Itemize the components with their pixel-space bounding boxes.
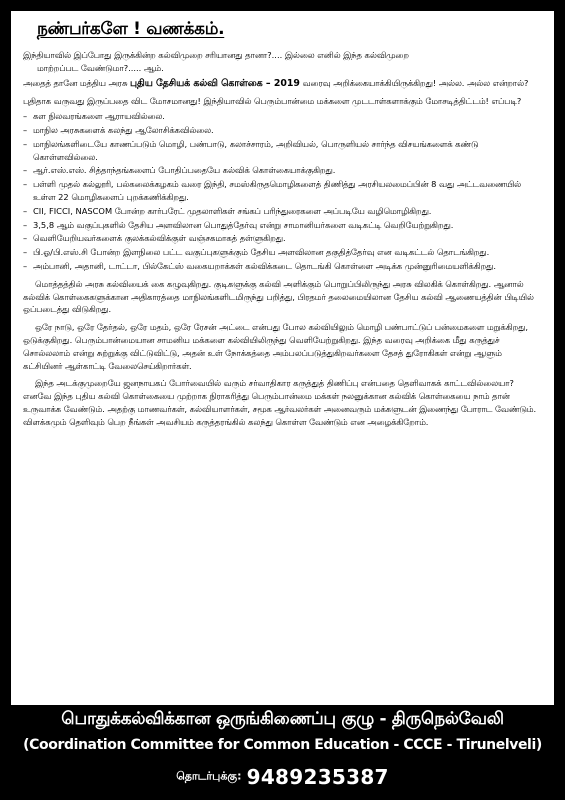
- greeting-heading: நண்பர்களே ! வணக்கம்.: [37, 19, 225, 39]
- list-item: – பி.ஓ/பி.எஸ்.சி போன்ற இளநிலை பட்ட வகுப்புகளுக்கும் தேசிய அளவிலான தகுதித்தேர்வு என வடிகட்டல் தொடங்கிறது.: [23, 247, 490, 258]
- policy-text-after: வரைவு அறிக்கையாக்கியிருக்கிறது! அல்ல. அல்ல என்றால்?: [299, 77, 529, 88]
- list-item: – ஆர்.எஸ்.எஸ். சித்தாந்தங்களைப் போதிப்பதையே கல்விக் கொள்கையாக்குகிறது.: [23, 165, 336, 176]
- list-item: – மாநிலங்களிடையே காணப்படும் மொழி, பண்பாடு, கலாச்சாரம், அறிவியல், பொருளியல் சார்ந்த விசயங்களைக் கண்டு கொள்ளவில்லை.: [23, 138, 479, 162]
- issues-list: [23, 110, 542, 273]
- list-item: – மாநில அரசுகளைக் கலந்து ஆலோசிக்கவில்லை.: [23, 124, 214, 135]
- policy-text-before: அதைத் தானே மத்திய அரசு: [23, 77, 131, 88]
- call-to-action-paragraph: இந்த அடக்குமுறையே ஜனநாயகப் போர்வையில் வரும் சர்வாதிகார கருத்துத் திணிப்பு என்பதை தெளிவாகக் காட்டவில்லையா? எனவே இந்த புதிய கல்வி கொள்கையை முற்றாக நிராகரித்து பெரும்பான்மை மக்கள் நலனுக்கான கல்விக் கொள்கையை நாம் தான் உருவாக்க வேண்டும். அதற்கு மாணவர்கள், கல்வியாளர்கள், சமூக ஆர்வலர்கள் அனைவரும் மக்களுடன் இணைந்து போராட வேண்டும். விளக்கமும் தெளிவும் பெற நீங்கள் அவசியம் கருத்தரங்கில் கலந்து கொள்ள வேண்டும் என அழைக்கிறோம்.: [23, 378, 537, 427]
- question-line-1: இந்தியாவில் இப்போது இருக்கின்ற கல்விமுறை சரியானது தானா?.... இல்லை எனில் இந்த கல்விமுறை: [23, 50, 409, 60]
- list-item: – CII, FICCI, NASCOM போன்ற கார்பரேட் முதலாளிகள் சங்கப் பரிந்துரைகளை அப்படியே வழிமொழிகிறது.: [23, 205, 432, 216]
- fraud-paragraph: புதிதாக வருவது இருப்பதை விட மோசமானது! இந்தியாவில் பெரும்பான்மை மக்களை முடடாள்களாக்கும் மோசடித்திட்டம்! எப்படி?: [23, 96, 522, 107]
- contact-line: [0, 765, 565, 789]
- list-item: – 3,5,8 ஆம் வகுப்புகளில் தேசிய அளவிலான பொதுத்தேர்வு என்று சாமானியர்களை வடிகட்டி வெறியேற்றுகிறது.: [23, 219, 454, 230]
- list-item: – வெளியேறியவர்களைக் குலக்கல்விக்குள் வஞ்சகமாகத் தள்ளுகிறது.: [23, 233, 286, 244]
- poster-body: [11, 11, 554, 705]
- list-item: – கள நிலவரங்களை ஆராயவில்லை.: [23, 111, 165, 122]
- contact-phone-number: 9489235387: [246, 765, 389, 789]
- oppression-paragraph: ஒரே நாடு, ஒரே தேர்தல், ஒரே மதம், ஒரே ரேசன் அட்டை என்பது போல கல்வியிலும் மொழி பண்பாட்டுப் பன்மைகளை மறுக்கிறது, ஒடுக்குகிறது. பெரும்பான்மையான சாமனிய மக்களை கல்வியிலிருந்து வெளியேற்றுகிறது. இந்த வரைவு அறிக்கை மீது கருத்துச் சொல்லலாம் என்று சுற்றுக்கு விட்டுவிட்டு, அதன் உள் நோக்கத்தை அம்பலப்படுத்துகிறவர்களை தேசத் துரோகிகள் என்று ஆளும் கட்சியினர் ஆள்காட்டி வேலைசெய்கிறார்கள்.: [23, 322, 529, 371]
- contact-label: தொடர்புக்கு:: [176, 769, 242, 783]
- organization-name-tamil: பொதுக்கல்விக்கான ஒருங்கிணைப்பு குழு - திருநெல்வேலி: [61, 709, 504, 729]
- organization-name-english: (Coordination Committee for Common Education - CCCE - Tirunelveli): [23, 737, 542, 753]
- policy-paragraph: [23, 77, 542, 91]
- question-paragraph: [23, 49, 542, 75]
- policy-name: புதிய தேசியக் கல்வி கொள்கை – 2019: [130, 77, 300, 89]
- question-line-2: மாற்றப்பட வேண்டுமா?..... ஆம்.: [37, 62, 164, 73]
- list-item: – பள்ளி முதல் கல்லூரி, பல்கலைக்கழகம் வரை இந்தி, சமஸ்கிருதமொழிகளைத் திணித்து அரசியலமைப்பின் 8 வது அட்டவணையில் உள்ள 22 மொழிகளைப் புறக்கணிக்கிறது.: [23, 179, 522, 202]
- summary-paragraph: மொத்தத்தில் அரசு கல்வியைக் கை கழுவுகிறது. குடிகளுக்கு கல்வி அளிக்கும் பொறுப்பிலிருந்து அரசு விலகிக் கொள்கிறது. ஆனால் கல்விக் கொள்கைகளுக்கான அதிகாரத்தை மாநிலங்களிடமிருந்து பறித்து, பிரதமர் தலைமையிலான தேசிய கல்வி ஆணையத்தின் பிடியில் ஒப்படைத்து விடுகிறது.: [23, 278, 534, 315]
- list-item: – அம்பானி, அதானி, டாட்டா, பில்கேட்ஸ் வகையறாக்கள் கல்விக்கடை தொடங்கி கொள்ளை அடிக்க முன்னுரிமையளிக்கிறது.: [23, 260, 496, 271]
